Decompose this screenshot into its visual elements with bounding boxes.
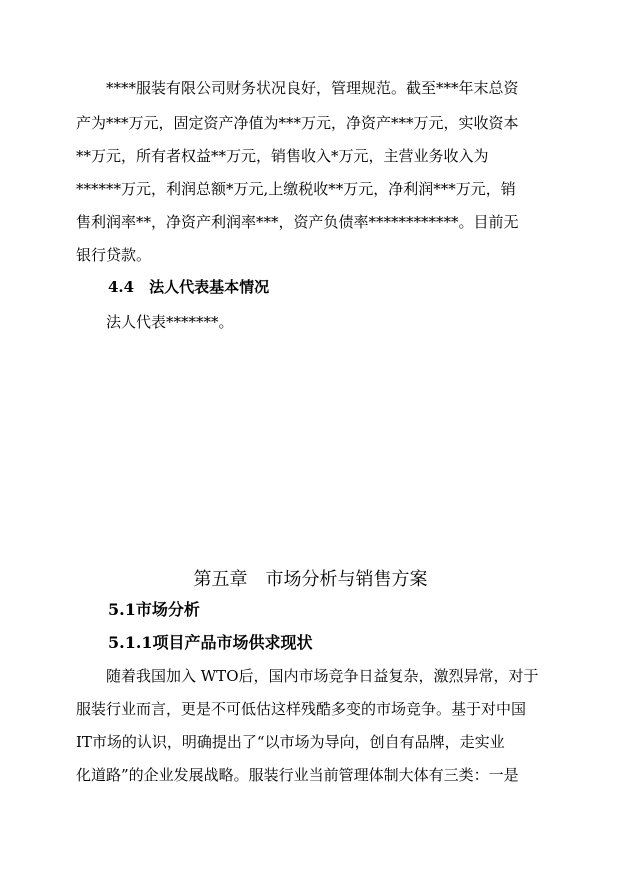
paragraph-line: 产为***万元，固定资产净值为***万元，净资产***万元，实收资本 xyxy=(76,114,519,132)
legal-representative-text: 法人代表*******。 xyxy=(106,313,234,331)
paragraph-line: 服装行业而言，更是不可低估这样残酷多变的市场竞争。基于对中国 xyxy=(76,700,527,718)
paragraph-line: 随着我国加入 WTO后，国内市场竞争日益复杂，激烈异常，对于 xyxy=(106,667,539,685)
paragraph-line: 化道路”的企业发展战略。服装行业当前管理体制大体有三类：一是 xyxy=(76,766,519,784)
paragraph-line: 银行贷款。 xyxy=(76,246,152,264)
paragraph-line: ******万元，利润总额*万元,上缴税收**万元，净利润***万元，销 xyxy=(76,180,516,198)
paragraph-line: ****服装有限公司财务状况良好，管理规范。截至***年末总资 xyxy=(106,79,519,97)
paragraph-line: 售利润率**，净资产利润率***，资产负债率************。目前无 xyxy=(76,213,519,231)
paragraph-line: **万元，所有者权益**万元，销售收入*万元，主营业务收入为 xyxy=(76,147,489,165)
section-heading-5-1: 5.1市场分析 xyxy=(108,600,200,619)
section-heading-4-4: 4.4 法人代表基本情况 xyxy=(108,278,270,296)
chapter-title: 第五章 市场分析与销售方案 xyxy=(193,569,428,590)
paragraph-line: IT市场的认识，明确提出了“以市场为导向，创自有品牌，走实业 xyxy=(76,733,505,751)
section-heading-5-1-1: 5.1.1项目产品市场供求现状 xyxy=(108,633,313,652)
